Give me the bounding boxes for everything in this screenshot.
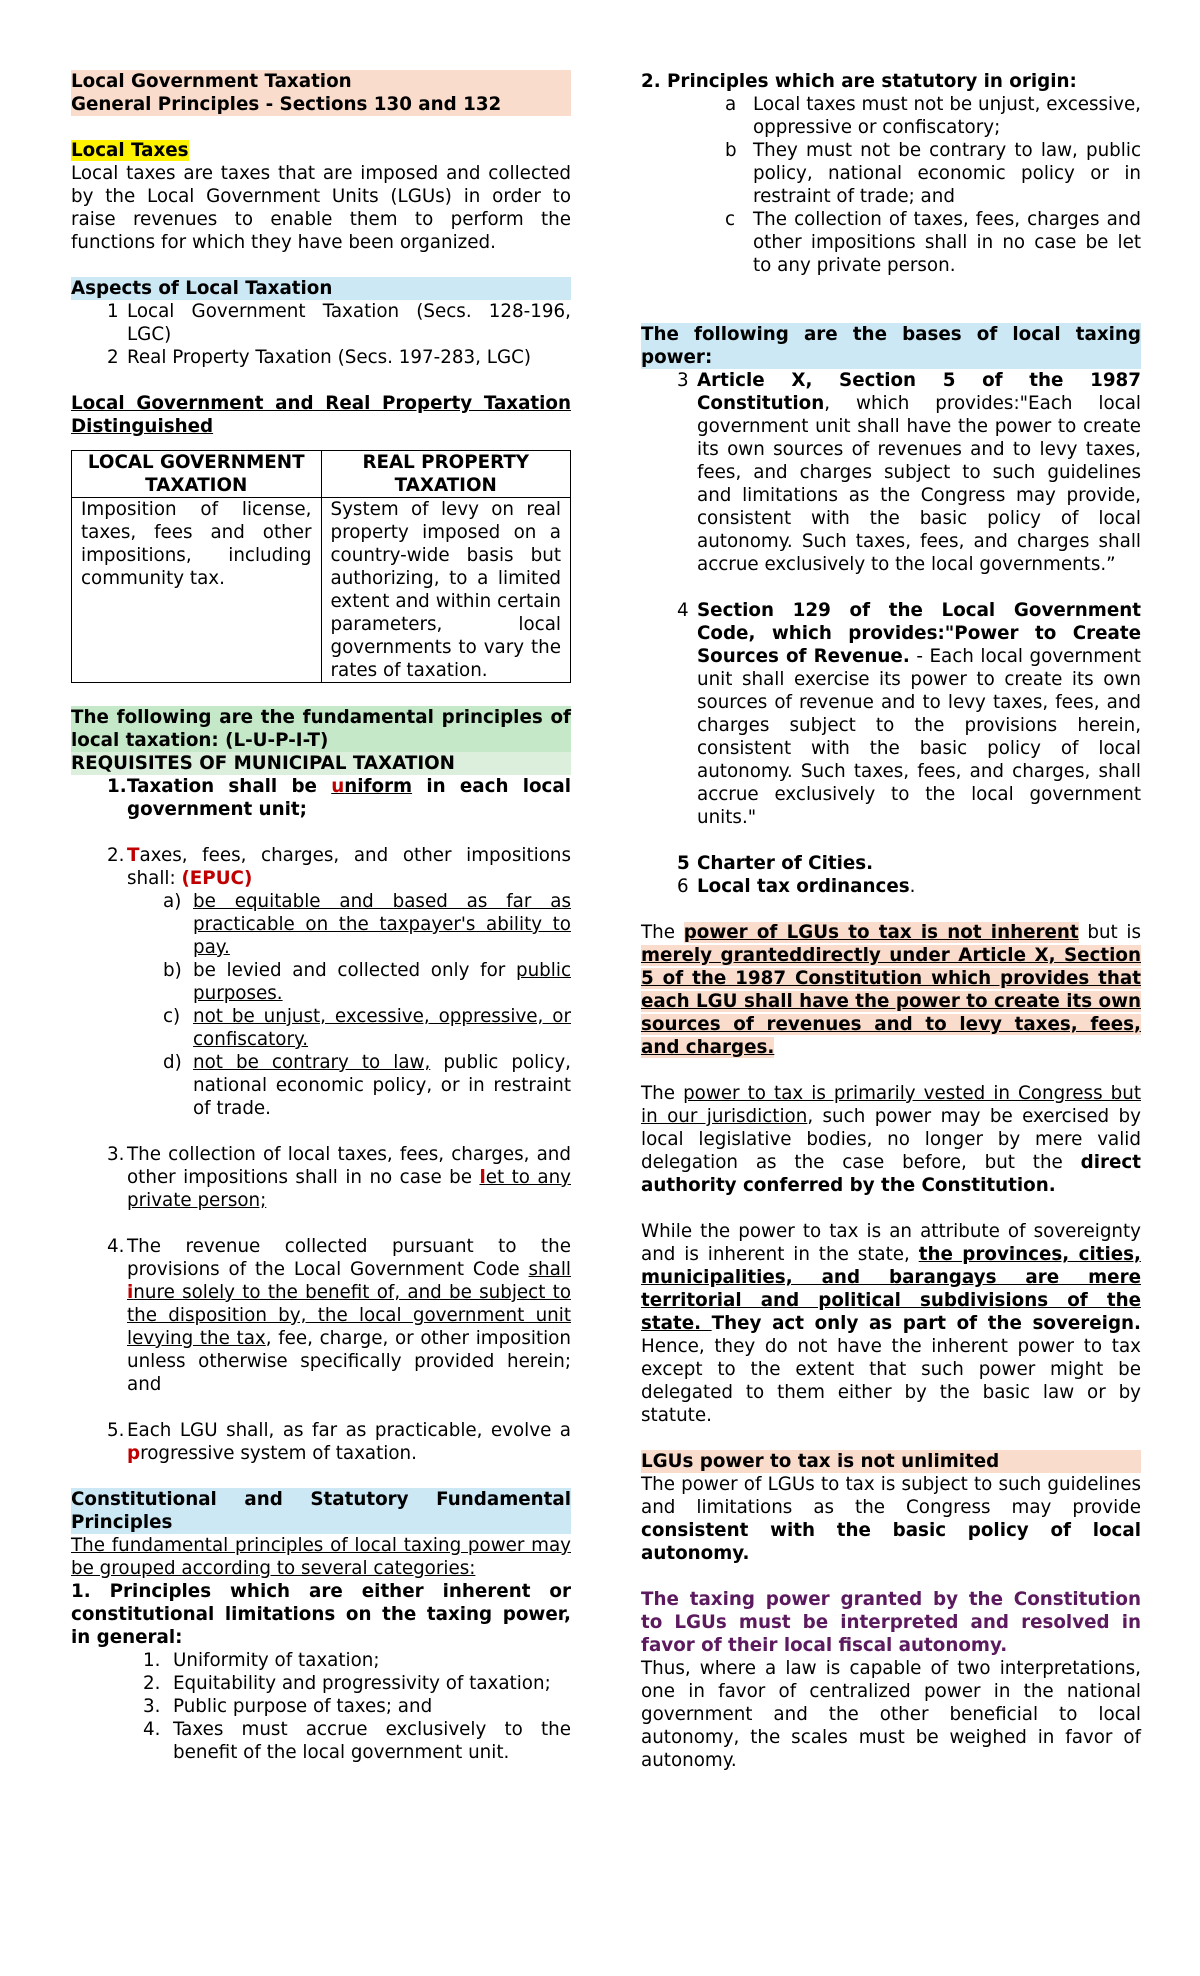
document-title xyxy=(71,70,571,116)
requisite-2: 2. Taxes, fees, charges, and other impositions shall: (EPUC) xyxy=(107,845,571,889)
basis-6: 6 Local tax ordinances. xyxy=(677,876,916,897)
list-item: 4. Taxes must accrue exclusively to the benefit of the local government unit. xyxy=(143,1719,571,1763)
list-item: 1. Uniformity of taxation; xyxy=(143,1650,380,1671)
requisite-3: 3. The collection of local taxes, fees, charges, and other impositions shall in no case be let to any private person; xyxy=(107,1144,571,1211)
fundamental-heading: The following are the fundamental principles of local taxation: (L-U-P-I-T) xyxy=(71,707,571,751)
category-2-heading: 2. Principles which are statutory in origin: xyxy=(641,71,1077,92)
table-cell-local: Imposition of license, taxes, fees and other impositions, including community tax. xyxy=(72,498,322,683)
title-line-2: General Principles - Sections 130 and 132 xyxy=(71,94,502,115)
basis-4: 4 Section 129 of the Local Government Code, which provides:"Power to Create Sources of Revenue. - Each local government unit shall exercise its power to create its own sources of revenue and to levy taxes, fees, and charges subject to the provisions herein, consistent with the basic policy of local autonomy. Such taxes, fees, and charges, shall accrue exclusively to the local government units." xyxy=(677,600,1141,828)
list-item: 2. Equitability and progressivity of taxation; xyxy=(143,1673,551,1694)
list-item: 3. Public purpose of taxes; and xyxy=(143,1696,433,1717)
constitutional-heading: Constitutional and Statutory Fundamental Principles xyxy=(71,1489,571,1533)
power-vested-paragraph: The power to tax is primarily vested in Congress but in our jurisdiction, such power may be exercised by local legislative bodies, no longer by mere valid delegation as the case before, but the direct authority conferred by the Constitution. xyxy=(641,1083,1142,1196)
aspects-heading: Aspects of Local Taxation xyxy=(71,277,571,300)
bases-heading: The following are the bases of local taxing power: xyxy=(641,324,1141,368)
requisite-2a: a) be equitable and based as far as practicable on the taxpayer's ability to pay. xyxy=(163,891,571,958)
list-item: 1 Local Government Taxation (Secs. 128-196, LGC) xyxy=(107,301,571,345)
list-item: b They must not be contrary to law, public policy, national economic policy or in restraint of trade; and xyxy=(725,140,1141,207)
requisite-1: 1. Taxation shall be uniform in each local government unit; xyxy=(107,776,571,820)
sovereignty-paragraph: While the power to tax is an attribute of sovereignty and is inherent in the state, the provinces, cities, municipalities, and barangays are mere territorial and political subdivisions of the state. They act only as part of the sovereign. Hence, they do not have the inherent power to tax except to the extent that such power might be delegated to them either by the basic law or by statute. xyxy=(641,1221,1141,1426)
epuc-label: (EPUC) xyxy=(181,868,253,889)
requisite-2d: d) not be contrary to law, public policy, national economic policy, or in restraint of trade. xyxy=(163,1052,571,1119)
left-column xyxy=(71,70,571,1764)
power-vested-prefix: The xyxy=(641,1083,684,1104)
category-1-heading: 1. Principles which are either inherent or constitutional limitations on the taxing power, in general: xyxy=(71,1581,571,1648)
table-header-real-property: REAL PROPERTY TAXATION xyxy=(321,451,571,498)
basis-5: 5 Charter of Cities. xyxy=(677,853,874,874)
right-column xyxy=(641,70,1141,1772)
power-vested-underline: power to tax is primarily vested in Congress but in our jurisdiction xyxy=(641,1083,1142,1127)
table-header-local: LOCAL GOVERNMENT TAXATION xyxy=(72,451,322,498)
requisites-heading: REQUISITES OF MUNICIPAL TAXATION xyxy=(71,752,571,775)
power-not-inherent-paragraph: The power of LGUs to tax is not inherent but is merely granteddirectly under Article X, Section 5 of the 1987 Constitution which provides that each LGU shall have the power to create its own sources of revenues and to levy taxes, fees, and charges. xyxy=(641,922,1141,1058)
table-cell-real-property: System of levy on real property imposed on a country-wide basis but authorizing, to a limited extent and within certain parameters, local governments to vary the rates of taxation. xyxy=(321,498,571,683)
distinguished-heading: Local Government and Real Property Taxation xyxy=(71,393,571,414)
distinguished-heading-2: Distinguished xyxy=(71,416,214,437)
not-unlimited-heading: LGUs power to tax is not unlimited xyxy=(641,1450,1141,1473)
list-item: 2 Real Property Taxation (Secs. 197-283, LGC) xyxy=(107,347,532,368)
interpretation-text: Thus, where a law is capable of two interpretations, one in favor of centralized power in the national government and the other beneficial to local autonomy, the scales must be weighed in favor of autonomy. xyxy=(641,1658,1141,1771)
basis-3: 3 Article X, Section 5 of the 1987 Constitution, which provides:"Each local government unit shall have the power to create its own sources of revenues and to levy taxes, fees, and charges subject to such guidelines and limitations as the Congress may provide, consistent with the basic policy of local autonomy. Such taxes, fees, and charges shall accrue exclusively to the local governments.” xyxy=(677,370,1141,575)
comparison-table xyxy=(71,450,571,683)
requisite-4: 4. The revenue collected pursuant to the provisions of the Local Government Code shall inure solely to the benefit of, and be subject to the disposition by, the local government unit levying the tax, fee, charge, or other imposition unless otherwise specifically provided herein; and xyxy=(107,1236,571,1395)
requisite-5: 5. Each LGU shall, as far as practicable, evolve a progressive system of taxation. xyxy=(107,1420,571,1464)
title-line-1: Local Government Taxation xyxy=(71,71,352,92)
interpretation-heading: The taxing power granted by the Constitution to LGUs must be interpreted and resolved in favor of their local fiscal autonomy. xyxy=(641,1589,1141,1656)
local-taxes-heading: Local Taxes xyxy=(71,140,189,161)
requisite-2b: b) be levied and collected only for public purposes. xyxy=(163,960,571,1004)
local-taxes-text: Local taxes are taxes that are imposed and collected by the Local Government Units (LGUs) in order to raise revenues to enable them to perform the functions for which they have been organized. xyxy=(71,163,571,253)
constitutional-intro: The fundamental principles of local taxing power may be grouped according to several categories: xyxy=(71,1535,571,1579)
list-item: c The collection of taxes, fees, charges and other impositions shall in no case be let to any private person. xyxy=(725,209,1141,276)
requisite-2c: c) not be unjust, excessive, oppressive, or confiscatory. xyxy=(163,1006,571,1050)
list-item: a Local taxes must not be unjust, excessive, oppressive or confiscatory; xyxy=(725,94,1141,138)
not-unlimited-text: The power of LGUs to tax is subject to such guidelines and limitations as the Congress may provide consistent with the basic policy of local autonomy. xyxy=(641,1474,1141,1564)
